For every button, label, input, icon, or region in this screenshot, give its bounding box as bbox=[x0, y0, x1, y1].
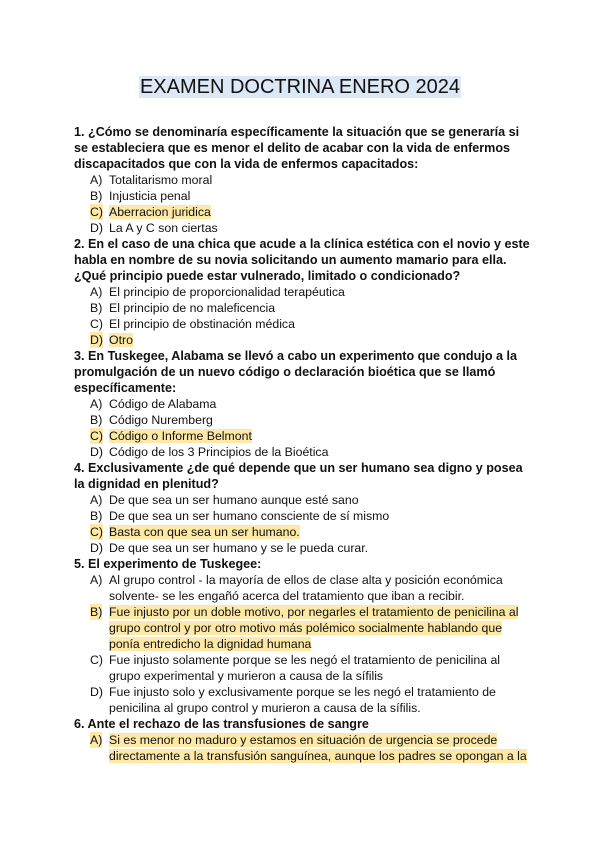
option-text: El principio de no maleficencia bbox=[109, 301, 276, 315]
answer-option bbox=[74, 572, 534, 604]
option-letter: C) bbox=[90, 653, 103, 667]
option-text: La A y C son ciertas bbox=[109, 221, 218, 235]
question-block bbox=[74, 236, 534, 348]
option-text: Código de Alabama bbox=[109, 397, 217, 411]
option-text: De que sea un ser humano consciente de sí mismo bbox=[109, 509, 390, 523]
answer-option bbox=[74, 172, 534, 188]
question-text: 3. En Tuskegee, Alabama se llevó a cabo un experimento que condujo a la promulgación de un nuevo código o declaración bioética que se llamó específicamente: bbox=[74, 349, 518, 395]
option-text: Código de los 3 Principios de la Bioética bbox=[109, 445, 329, 459]
answer-options bbox=[74, 396, 534, 460]
answer-option bbox=[74, 220, 534, 236]
option-letter: A) bbox=[90, 493, 103, 507]
option-text: De que sea un ser humano aunque esté sano bbox=[109, 493, 359, 507]
question-text: 5. El experimento de Tuskegee: bbox=[74, 557, 262, 571]
answer-options bbox=[74, 572, 534, 716]
option-text: Código Nuremberg bbox=[109, 413, 213, 427]
option-text: Al grupo control - la mayoría de ellos de clase alta y posición económica solvente- se les engañó acerca del tratamiento que iban a recibir. bbox=[109, 573, 503, 603]
answer-options bbox=[74, 492, 534, 556]
page-title-text: EXAMEN DOCTRINA ENERO 2024 bbox=[139, 76, 461, 98]
option-text: Otro bbox=[109, 333, 133, 347]
option-letter: C) bbox=[90, 205, 103, 219]
question-block bbox=[74, 716, 534, 764]
option-text: Fue injusto por un doble motivo, por negarles el tratamiento de penicilina al grupo control y por otro motivo más polémico socialmente hablando que ponía entredicho la dignidad humana bbox=[109, 605, 519, 651]
page-title bbox=[0, 74, 600, 100]
answer-option bbox=[74, 652, 534, 684]
answer-option bbox=[74, 188, 534, 204]
answer-options bbox=[74, 732, 534, 764]
answer-option-highlighted bbox=[74, 332, 534, 348]
question-block bbox=[74, 348, 534, 460]
answer-options bbox=[74, 172, 534, 236]
answer-option bbox=[74, 284, 534, 300]
option-letter: A) bbox=[90, 173, 103, 187]
answer-option-highlighted bbox=[74, 604, 534, 652]
option-letter: B) bbox=[90, 605, 103, 619]
option-text: El principio de obstinación médica bbox=[109, 317, 295, 331]
option-letter: A) bbox=[90, 397, 103, 411]
option-letter: B) bbox=[90, 413, 103, 427]
option-text: Fue injusto solamente porque se les negó el tratamiento de penicilina al grupo experimental y murieron a causa de la sífilis bbox=[109, 653, 501, 683]
answer-option bbox=[74, 300, 534, 316]
answer-option bbox=[74, 444, 534, 460]
option-text: Totalitarismo moral bbox=[109, 173, 213, 187]
option-letter: D) bbox=[90, 685, 103, 699]
option-letter: A) bbox=[90, 573, 103, 587]
question-block bbox=[74, 460, 534, 556]
question-block bbox=[74, 556, 534, 716]
option-letter: D) bbox=[90, 333, 103, 347]
option-letter: C) bbox=[90, 525, 103, 539]
answer-options bbox=[74, 284, 534, 348]
option-letter: A) bbox=[90, 733, 103, 747]
option-text: Si es menor no maduro y estamos en situación de urgencia se procede directamente a la transfusión sanguínea, aunque los padres se opongan a la bbox=[109, 733, 527, 763]
answer-option bbox=[74, 508, 534, 524]
question-text: 2. En el caso de una chica que acude a la clínica estética con el novio y este habla en nombre de su novia solicitando un aumento mamario para ella. ¿Qué principio puede estar vulnerado, limitado o condicionado? bbox=[74, 237, 530, 283]
answer-option bbox=[74, 412, 534, 428]
question-text: 6. Ante el rechazo de las transfusiones de sangre bbox=[74, 717, 369, 731]
answer-option-highlighted bbox=[74, 428, 534, 444]
option-letter: C) bbox=[90, 317, 103, 331]
question-text: 1. ¿Cómo se denominaría específicamente la situación que se generaría si se estableciera que es menor el delito de acabar con la vida de enfermos discapacitados que con la vida de enfermos capacitados: bbox=[74, 125, 520, 171]
answer-option-highlighted bbox=[74, 204, 534, 220]
answer-option bbox=[74, 316, 534, 332]
answer-option bbox=[74, 492, 534, 508]
answer-option bbox=[74, 540, 534, 556]
option-letter: A) bbox=[90, 285, 103, 299]
answer-option bbox=[74, 396, 534, 412]
question-block bbox=[74, 124, 534, 236]
option-text: Fue injusto solo y exclusivamente porque se les negó el tratamiento de penicilina al grupo control y murieron a causa de la sífilis. bbox=[109, 685, 496, 715]
option-text: Aberracion juridica bbox=[109, 205, 211, 219]
option-letter: D) bbox=[90, 221, 103, 235]
answer-option bbox=[74, 684, 534, 716]
question-text: 4. Exclusivamente ¿de qué depende que un ser humano sea digno y posea la dignidad en plenitud? bbox=[74, 461, 523, 491]
option-text: Código o Informe Belmont bbox=[109, 429, 252, 443]
option-text: El principio de proporcionalidad terapéutica bbox=[109, 285, 345, 299]
option-letter: D) bbox=[90, 541, 103, 555]
answer-option-highlighted bbox=[74, 732, 534, 764]
option-letter: D) bbox=[90, 445, 103, 459]
option-text: De que sea un ser humano y se le pueda curar. bbox=[109, 541, 369, 555]
questions-list bbox=[74, 124, 534, 764]
option-letter: B) bbox=[90, 189, 103, 203]
option-letter: B) bbox=[90, 301, 103, 315]
option-letter: B) bbox=[90, 509, 103, 523]
answer-option-highlighted bbox=[74, 524, 534, 540]
option-letter: C) bbox=[90, 429, 103, 443]
option-text: Injusticia penal bbox=[109, 189, 191, 203]
option-text: Basta con que sea un ser humano. bbox=[109, 525, 300, 539]
